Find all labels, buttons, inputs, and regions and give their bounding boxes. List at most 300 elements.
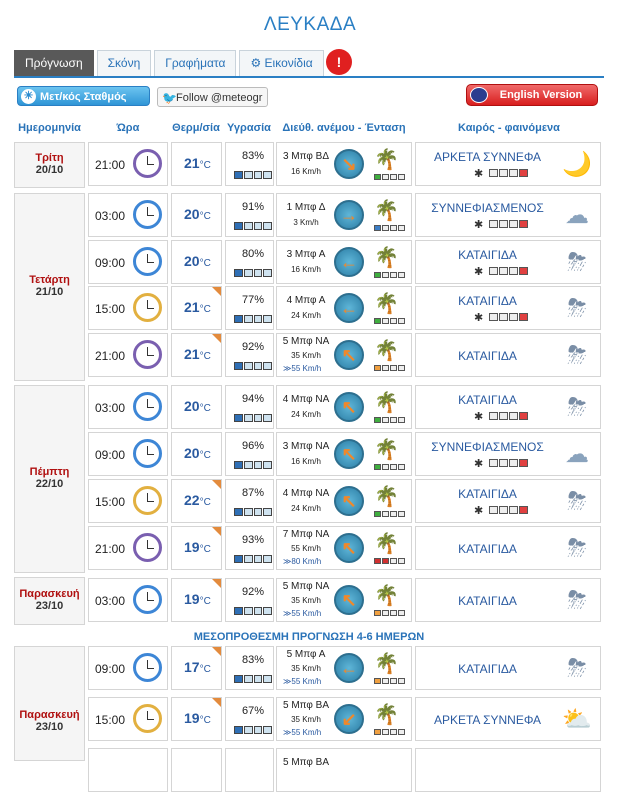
weather-description: ΣΥΝΝΕΦΙΑΣΜΕΝΟΣ	[431, 201, 544, 215]
mosquito-bar	[519, 267, 528, 275]
temperature-value	[184, 398, 211, 414]
wind-bar	[382, 417, 389, 423]
palm-tree-icon: 🌴	[374, 293, 399, 315]
weather-cell	[415, 432, 601, 476]
humidity-cell	[225, 646, 274, 690]
wind-direction-icon: ↙	[334, 704, 364, 734]
humidity-bars	[234, 362, 272, 370]
tab-icons[interactable]	[239, 50, 323, 76]
humidity-bars	[234, 555, 272, 563]
mosquito-bar	[489, 220, 498, 228]
time-label: 15:00	[95, 495, 126, 509]
weather-description: ΑΡΚΕΤΑ ΣΥΝΝΕΦΑ	[433, 150, 542, 164]
mosquito-bar	[519, 169, 528, 177]
wind-speed: 24 Km/h	[291, 504, 321, 513]
wind-bar	[382, 464, 389, 470]
humidity-bar	[234, 222, 243, 230]
humidity-bar	[234, 414, 243, 422]
wind-cell	[276, 578, 412, 622]
humidity-bar	[254, 362, 263, 370]
temperature-value	[184, 710, 211, 726]
clock-icon	[133, 149, 162, 178]
temperature-number: 22	[184, 492, 200, 508]
tab-dust[interactable]: Σκόνη	[97, 50, 152, 76]
wind-bar	[382, 225, 389, 231]
mosquito-bars	[489, 220, 528, 228]
wind-intensity-bars	[374, 511, 405, 517]
temperature-unit: °C	[199, 664, 211, 675]
wind-bar	[398, 174, 405, 180]
weather-cell	[415, 333, 601, 377]
weather-station-button[interactable]	[17, 86, 150, 106]
temperature-unit: °C	[199, 450, 211, 461]
follow-twitter-button[interactable]	[157, 87, 268, 107]
wind-direction-icon: ←	[334, 247, 364, 277]
wind-cell	[276, 240, 412, 284]
humidity-value: 96%	[241, 440, 265, 452]
mosquito-bar	[499, 459, 508, 467]
header-humidity: Υγρασία	[227, 122, 271, 134]
wind-bar	[382, 558, 389, 564]
mosquito-bar	[509, 267, 518, 275]
humidity-value: 93%	[241, 534, 265, 546]
wind-bar	[398, 729, 405, 735]
humidity-value: 94%	[241, 393, 265, 405]
humidity-value: 91%	[241, 201, 265, 213]
palm-tree-icon: 🌴	[374, 392, 399, 414]
wind-bar	[390, 318, 397, 324]
humidity-bar	[254, 222, 263, 230]
wind-bar	[382, 729, 389, 735]
mosquito-bars	[489, 412, 528, 420]
temperature-unit: °C	[199, 715, 211, 726]
wind-direction-icon: ←	[334, 293, 364, 323]
warning-corner-icon	[212, 480, 221, 489]
humidity-bar	[263, 269, 272, 277]
temperature-unit: °C	[199, 403, 211, 414]
wind-bar	[390, 272, 397, 278]
clock-icon	[133, 247, 162, 276]
day-date: 23/10	[35, 721, 64, 733]
humidity-bar	[244, 269, 253, 277]
temp-cell	[171, 697, 222, 741]
humidity-cell	[225, 193, 274, 237]
time-label: 21:00	[95, 542, 126, 556]
temperature-unit: °C	[199, 211, 211, 222]
wind-direction: 5 Μπφ ΒΑ	[282, 700, 330, 711]
humidity-bar	[263, 222, 272, 230]
time-cell	[88, 526, 168, 570]
wind-intensity-bars	[374, 318, 405, 324]
mosquito-bars	[489, 313, 528, 321]
mosquito-bar	[489, 267, 498, 275]
weather-cell	[415, 479, 601, 523]
mosquito-bar	[509, 459, 518, 467]
humidity-bar	[234, 508, 243, 516]
weather-description: ΚΑΤΑΙΓΙΔΑ	[458, 662, 517, 676]
wind-bar	[374, 174, 381, 180]
humidity-bar	[254, 461, 263, 469]
storm-icon: ⛈	[567, 535, 587, 562]
palm-tree-icon: 🌴	[374, 653, 399, 675]
time-cell	[88, 479, 168, 523]
wind-direction: 5 Μπφ ΝΑ	[282, 581, 330, 592]
mosquito-icon: ✱	[474, 219, 484, 231]
humidity-value: 83%	[241, 654, 265, 666]
palm-tree-icon: 🌴	[374, 200, 399, 222]
wind-direction: 5 Μπφ Α	[286, 649, 326, 660]
weather-description: ΣΥΝΝΕΦΙΑΣΜΕΝΟΣ	[431, 440, 544, 454]
time-cell	[88, 646, 168, 690]
mosquito-bar	[499, 267, 508, 275]
clock-icon	[133, 486, 162, 515]
humidity-bar	[244, 461, 253, 469]
mosquito-bars	[489, 267, 528, 275]
wind-speed: 35 Km/h	[291, 596, 321, 605]
wind-bar	[374, 225, 381, 231]
wind-direction-icon: →	[334, 200, 364, 230]
temp-cell	[171, 333, 222, 377]
wind-gust: ≫80 Km/h	[283, 557, 322, 566]
weather-cell	[415, 240, 601, 284]
wind-speed: 55 Km/h	[291, 544, 321, 553]
wind-speed: 16 Km/h	[291, 167, 321, 176]
mosquito-bar	[499, 220, 508, 228]
header-weather: Καιρός - φαινόμενα	[458, 122, 560, 134]
wind-speed: 35 Km/h	[291, 664, 321, 673]
temp-cell	[171, 646, 222, 690]
mosquito-bar	[509, 506, 518, 514]
mosquito-bar	[489, 313, 498, 321]
humidity-bars	[234, 315, 272, 323]
header-hour: Ώρα	[116, 122, 140, 134]
wind-direction: 3 Μπφ ΒΔ	[282, 151, 330, 162]
palm-tree-icon: 🌴	[374, 247, 399, 269]
humidity-bar	[244, 508, 253, 516]
time-label: 03:00	[95, 209, 126, 223]
day-cell	[14, 193, 85, 381]
cloud-icon: ☁	[565, 441, 589, 468]
weather-cell	[415, 142, 601, 186]
time-cell	[88, 193, 168, 237]
day-date: 20/10	[35, 164, 64, 176]
humidity-bar	[263, 461, 272, 469]
mosquito-bar	[509, 169, 518, 177]
storm-icon: ⛈	[567, 295, 587, 322]
mosquito-bar	[489, 506, 498, 514]
wind-bar	[390, 365, 397, 371]
temperature-value	[184, 253, 211, 269]
humidity-bar	[244, 675, 253, 683]
time-label: 03:00	[95, 594, 126, 608]
wind-speed: 35 Km/h	[291, 351, 321, 360]
page-title: ΛΕΥΚΑΔΑ	[263, 14, 357, 35]
weather-cell	[415, 646, 601, 690]
wind-direction: 5 Μπφ ΒΑ	[282, 757, 330, 768]
wind-bar	[398, 558, 405, 564]
mosquito-bar	[509, 412, 518, 420]
wind-bar	[374, 511, 381, 517]
time-cell	[88, 578, 168, 622]
humidity-bar	[263, 315, 272, 323]
wind-cell	[276, 142, 412, 186]
weather-description: ΚΑΤΑΙΓΙΔΑ	[458, 487, 517, 501]
humidity-bar	[244, 607, 253, 615]
humidity-bar	[254, 171, 263, 179]
humidity-value: 80%	[241, 248, 265, 260]
humidity-value: 92%	[241, 341, 265, 353]
wind-bar	[374, 464, 381, 470]
wind-intensity-bars	[374, 464, 405, 470]
wind-bar	[398, 318, 405, 324]
storm-icon: ⛈	[567, 587, 587, 614]
humidity-bar	[234, 269, 243, 277]
temperature-unit: °C	[199, 160, 211, 171]
humidity-bar	[234, 675, 243, 683]
mosquito-bar	[499, 506, 508, 514]
palm-tree-icon: 🌴	[374, 585, 399, 607]
warning-corner-icon	[212, 647, 221, 656]
weather-description: ΚΑΤΑΙΓΙΔΑ	[458, 594, 517, 608]
wind-bar	[382, 174, 389, 180]
weather-description: ΚΑΤΑΙΓΙΔΑ	[458, 393, 517, 407]
mosquito-bars	[489, 506, 528, 514]
humidity-bar	[263, 414, 272, 422]
temperature-number: 21	[184, 346, 200, 362]
humidity-cell	[225, 142, 274, 186]
wind-speed: 35 Km/h	[291, 715, 321, 724]
humidity-cell	[225, 432, 274, 476]
wind-bar	[398, 365, 405, 371]
humidity-cell	[225, 578, 274, 622]
wind-intensity-bars	[374, 558, 405, 564]
wind-bar	[390, 464, 397, 470]
wind-bar	[398, 417, 405, 423]
temperature-unit: °C	[199, 258, 211, 269]
wind-cell	[276, 286, 412, 330]
clock-icon	[133, 200, 162, 229]
humidity-bar	[244, 315, 253, 323]
temp-cell	[171, 240, 222, 284]
uk-flag-icon	[470, 87, 488, 103]
humidity-cell	[225, 385, 274, 429]
humidity-bars	[234, 269, 272, 277]
temperature-value	[184, 539, 211, 555]
mosquito-bar	[509, 313, 518, 321]
palm-tree-icon: 🌴	[374, 704, 399, 726]
storm-icon: ⛈	[567, 342, 587, 369]
weather-description: ΚΑΤΑΙΓΙΔΑ	[458, 294, 517, 308]
humidity-bar	[234, 555, 243, 563]
wind-bar	[390, 558, 397, 564]
humidity-bar	[263, 675, 272, 683]
humidity-bar	[254, 607, 263, 615]
temperature-value	[184, 591, 211, 607]
humidity-bar	[244, 414, 253, 422]
temp-cell	[171, 479, 222, 523]
wind-bar	[374, 558, 381, 564]
humidity-bars	[234, 508, 272, 516]
humidity-bar	[254, 726, 263, 734]
wind-bar	[382, 272, 389, 278]
clock-icon	[133, 293, 162, 322]
wind-direction: 3 Μπφ Α	[286, 249, 326, 260]
wind-gust: ≫55 Km/h	[283, 728, 322, 737]
time-label: 09:00	[95, 448, 126, 462]
wind-cell	[276, 333, 412, 377]
humidity-bar	[234, 461, 243, 469]
wind-intensity-bars	[374, 365, 405, 371]
clock-icon	[133, 533, 162, 562]
wind-bar	[374, 610, 381, 616]
mosquito-bar	[519, 313, 528, 321]
temperature-value	[184, 299, 211, 315]
header-temp: Θερμ/σία	[172, 122, 220, 134]
wind-bar	[382, 610, 389, 616]
clock-icon	[133, 439, 162, 468]
temp-cell	[171, 193, 222, 237]
weather-cell	[415, 526, 601, 570]
wind-bar	[374, 417, 381, 423]
wind-bar	[398, 225, 405, 231]
english-version-button[interactable]	[466, 84, 598, 106]
temperature-unit: °C	[199, 304, 211, 315]
temperature-unit: °C	[199, 596, 211, 607]
temperature-value	[184, 659, 211, 675]
wind-direction-icon: ↖	[334, 439, 364, 469]
mosquito-bar	[499, 313, 508, 321]
wind-direction-icon: ↖	[334, 340, 364, 370]
mosquito-bar	[489, 459, 498, 467]
day-name: Παρασκευή	[19, 588, 80, 600]
humidity-cell	[225, 697, 274, 741]
day-name: Πέμπτη	[29, 466, 70, 478]
tab-forecast[interactable]: Πρόγνωση	[14, 50, 94, 76]
humidity-bars	[234, 726, 272, 734]
wind-direction-icon: ↘	[334, 149, 364, 179]
warning-corner-icon	[212, 334, 221, 343]
humidity-value: 92%	[241, 586, 265, 598]
wind-intensity-bars	[374, 678, 405, 684]
humidity-bar	[254, 315, 263, 323]
wind-cell	[276, 479, 412, 523]
temp-cell	[171, 142, 222, 186]
humidity-bar	[254, 414, 263, 422]
time-label: 15:00	[95, 302, 126, 316]
tab-icons-label: Εικονίδια	[264, 56, 313, 70]
mosquito-bars	[489, 169, 528, 177]
wind-bar	[390, 678, 397, 684]
wind-direction-icon: ←	[334, 653, 364, 683]
humidity-bar	[244, 222, 253, 230]
temp-cell	[171, 385, 222, 429]
humidity-cell	[225, 479, 274, 523]
day-name: Τρίτη	[35, 152, 64, 164]
humidity-value: 87%	[241, 487, 265, 499]
humidity-bars	[234, 607, 272, 615]
weather-station-label: Μετ/κός Σταθμός	[40, 91, 127, 103]
sun-icon: ☀	[21, 89, 36, 104]
tab-underline	[14, 76, 604, 78]
wind-speed: 24 Km/h	[291, 311, 321, 320]
midterm-forecast-label: ΜΕΣΟΠΡΟΘΕΣΜΗ ΠΡΟΓΝΩΣΗ 4-6 ΗΜΕΡΩΝ	[193, 631, 425, 643]
day-date: 21/10	[35, 286, 64, 298]
humidity-bar	[244, 726, 253, 734]
temperature-unit: °C	[199, 351, 211, 362]
day-date: 22/10	[35, 478, 64, 490]
temperature-number: 21	[184, 155, 200, 171]
humidity-bar	[263, 607, 272, 615]
wind-bar	[374, 678, 381, 684]
warning-icon[interactable]: !	[326, 49, 352, 75]
wind-bar	[374, 365, 381, 371]
wind-intensity-bars	[374, 174, 405, 180]
weather-cell	[415, 385, 601, 429]
time-label: 15:00	[95, 713, 126, 727]
mosquito-bar	[509, 220, 518, 228]
cloud-icon: ☁	[565, 202, 589, 229]
clock-icon	[133, 653, 162, 682]
temperature-number: 20	[184, 206, 200, 222]
temperature-number: 20	[184, 398, 200, 414]
wind-direction: 1 Μπφ Δ	[286, 202, 326, 213]
wind-gust: ≫55 Km/h	[283, 677, 322, 686]
twitter-icon: 🐦	[162, 91, 177, 105]
gear-icon: ⚙	[250, 56, 262, 70]
temperature-value	[184, 346, 211, 362]
storm-icon: ⛈	[567, 249, 587, 276]
clock-icon	[133, 340, 162, 369]
day-date: 23/10	[35, 600, 64, 612]
temp-cell	[171, 286, 222, 330]
time-cell	[88, 385, 168, 429]
time-cell	[88, 432, 168, 476]
clock-icon	[133, 704, 162, 733]
english-label: English Version	[499, 89, 583, 101]
wind-direction: 4 Μπφ ΝΑ	[282, 394, 330, 405]
day-name: Τετάρτη	[29, 274, 70, 286]
humidity-bar	[234, 607, 243, 615]
humidity-bar	[254, 269, 263, 277]
mosquito-bar	[489, 169, 498, 177]
humidity-bar	[254, 508, 263, 516]
wind-bar	[374, 729, 381, 735]
mosquito-icon: ✱	[474, 458, 484, 470]
humidity-bars	[234, 675, 272, 683]
wind-bar	[390, 417, 397, 423]
humidity-bar	[263, 555, 272, 563]
wind-bar	[398, 511, 405, 517]
wind-direction-icon: ↖	[334, 585, 364, 615]
time-label: 21:00	[95, 158, 126, 172]
humidity-bars	[234, 414, 272, 422]
humidity-bar	[263, 362, 272, 370]
storm-icon: ⛈	[567, 655, 587, 682]
wind-direction-icon: ↖	[334, 533, 364, 563]
temperature-number: 20	[184, 253, 200, 269]
weather-description: ΚΑΤΑΙΓΙΔΑ	[458, 349, 517, 363]
day-cell	[14, 577, 85, 625]
day-name: Παρασκευή	[19, 709, 80, 721]
wind-direction: 4 Μπφ Α	[286, 295, 326, 306]
humidity-bar	[234, 315, 243, 323]
temperature-number: 17	[184, 659, 200, 675]
tab-graphs[interactable]: Γραφήματα	[154, 50, 236, 76]
temperature-value	[184, 206, 211, 222]
mosquito-bar	[489, 412, 498, 420]
wind-bar	[398, 272, 405, 278]
wind-bar	[382, 678, 389, 684]
